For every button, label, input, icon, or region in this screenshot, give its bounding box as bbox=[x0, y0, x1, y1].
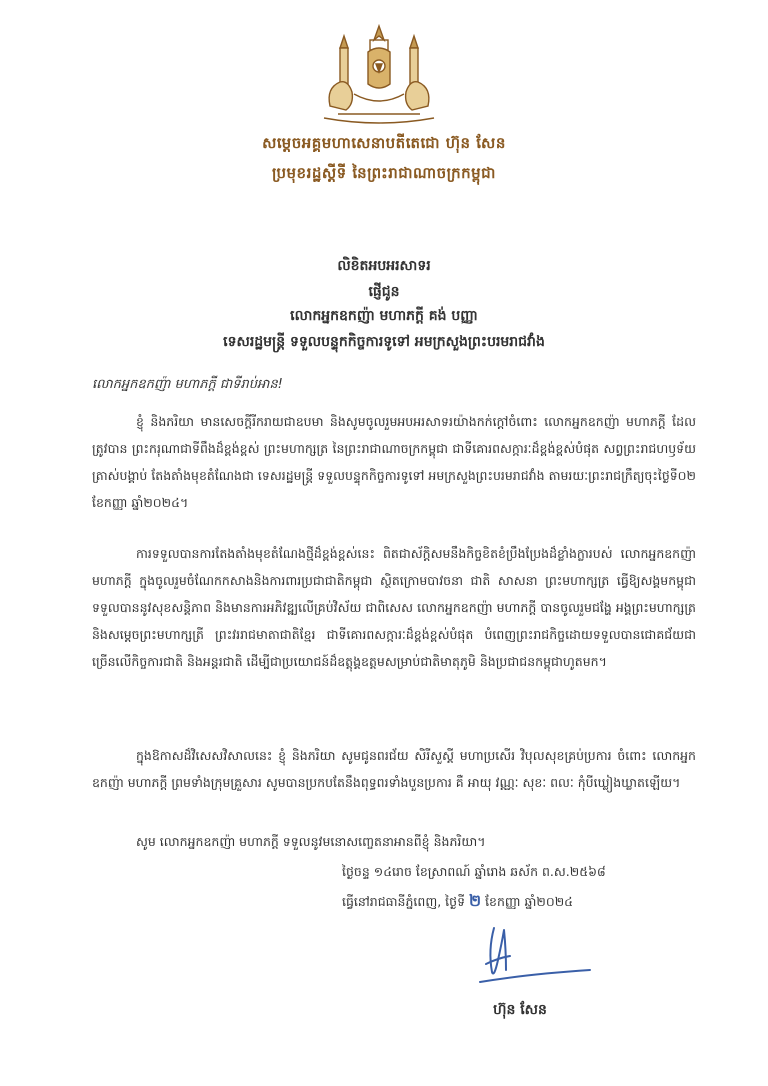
letterhead-title: សម្តេចអគ្គមហាសេនាបតីតេជោ ហ៊ុន សែន bbox=[262, 134, 506, 152]
lunar-date: ថ្ងៃចន្ទ ១៤រោច ខែស្រាពណ៍ ឆ្នាំរោង ឆស័ក ព.ស.២៥៦៨ bbox=[342, 864, 606, 879]
handwritten-signature-icon bbox=[458, 920, 594, 990]
issue-day: ២ bbox=[468, 891, 482, 910]
letterhead-subtitle: ប្រមុខរដ្ឋស្តីទី នៃព្រះរាជាណាចក្រកម្ពុជា bbox=[272, 164, 496, 182]
addressed-to-heading: ផ្ញើជូន bbox=[368, 284, 400, 300]
body-paragraph: ខ្ញុំ និងភរិយា មានសេចក្តីរីករាយជាឧបមា និងសូមចូលរួមអបអរសាទរយ៉ាងកក់ក្តៅចំពោះ លោកអ្នកឧកញ៉ា មហាភក្តី ដែលត្រូវបាន ព្រះករុណាជាទីពឹងដ៏ខ្ពង់ខ្ពស់ ព្រះមហាក្សត្រ នៃព្រះរាជាណាចក្រកម្ពុជា ជាទីគោរពសក្ការៈដ៏ខ្ពង់ខ្ពស់បំផុត សព្វព្រះរាជហឫទ័យ ត្រាស់បង្គាប់ តែងតាំងមុខតំណែងជា ទេសរដ្ឋមន្ត្រី ទទួលបន្ទុកកិច្ចការទូទៅ អមក្រសួងព្រះបរមរាជវាំង តាមរយៈព្រះរាជក្រឹត្យចុះថ្ងៃទី០២ ខែកញ្ញា ឆ្នាំ២០២៤។ bbox=[92, 414, 696, 510]
issue-month-year: ខែកញ្ញា ឆ្នាំ២០២៤ bbox=[485, 894, 574, 909]
recipient-title: ទេសរដ្ឋមន្ត្រី ទទួលបន្ទុកកិច្ចការទូទៅ អមក្រសួងព្រះបរមរាជវាំង bbox=[223, 334, 545, 350]
recipient-name: លោកអ្នកឧកញ៉ា មហាភក្តី គង់ បញ្ញា bbox=[290, 308, 478, 324]
body-paragraph: សូម លោកអ្នកឧកញ៉ា មហាភក្តី ទទួលនូវមនោសញ្ចេតនាអានពីខ្ញុំ និងភរិយា។ bbox=[136, 834, 486, 849]
royal-emblem-icon bbox=[318, 22, 440, 128]
signer-name: ហ៊ុន សែន bbox=[493, 1002, 547, 1018]
issue-date bbox=[342, 890, 573, 914]
issue-place: ធ្វើនៅរាជធានីភ្នំពេញ, ថ្ងៃទី bbox=[342, 894, 465, 909]
salutation: លោកអ្នកឧកញ៉ា មហាភក្តី ជាទីរាប់អាន! bbox=[92, 377, 283, 392]
body-paragraph: ការទទួលបានការតែងតាំងមុខតំណែងថ្មីដ៏ខ្ពង់ខ្ពស់នេះ ពិតជាស័ក្តិសមនឹងកិច្ចខិតខំប្រឹងប្រែងដ៏ខ្លាំងក្លារបស់ លោកអ្នកឧកញ៉ា មហាភក្តី ក្នុងចូលរួមចំណែកកសាងនិងការពារប្រជាជាតិកម្ពុជា ស្ថិតក្រោមបាវចនា ជាតិ សាសនា ព្រះមហាក្សត្រ ធ្វើឱ្យសង្គមកម្ពុជាទទួលបាននូវសុខសន្តិភាព និងមានការអភិវឌ្ឍលើគ្រប់វិស័យ ជាពិសេស លោកអ្នកឧកញ៉ា មហាភក្តី បានចូលរួមជង្ហែ អង្គព្រះមហាក្សត្រ និងសម្តេចព្រះមហាក្សត្រី ព្រះវររាជមាតាជាតិខ្មែរ ជាទីគោរពសក្ការៈដ៏ខ្ពង់ខ្ពស់បំផុត បំពេញព្រះរាជកិច្ចដោយទទួលបានជោគជ័យជាច្រើនលើកិច្ចការជាតិ និងអន្តរជាតិ ដើម្បីជាប្រយោជន៍ដ៏ឧត្តុង្គឧត្តមសម្រាប់ជាតិមាតុភូមិ និងប្រជាជនកម្ពុជាហូតមក។ bbox=[92, 546, 696, 669]
letter-type-heading: លិខិតអបអរសាទរ bbox=[337, 258, 431, 274]
body-paragraph: ក្នុងឱកាសដ៏វិសេសវិសាលនេះ ខ្ញុំ និងភរិយា សូមជូនពរជ័យ សិរីសួស្តី មហាប្រសើរ វិបុលសុខគ្រប់ប្រការ ចំពោះ លោកអ្នកឧកញ៉ា មហាភក្តី ព្រមទាំងក្រុមគ្រួសារ សូមបានប្រកបតែនឹងពុទ្ធពរទាំងបួនប្រការ គឺ អាយុ វណ្ណៈ សុខៈ ពលៈ កុំបីឃ្លៀងឃ្លាតឡើយ។ bbox=[92, 748, 696, 790]
